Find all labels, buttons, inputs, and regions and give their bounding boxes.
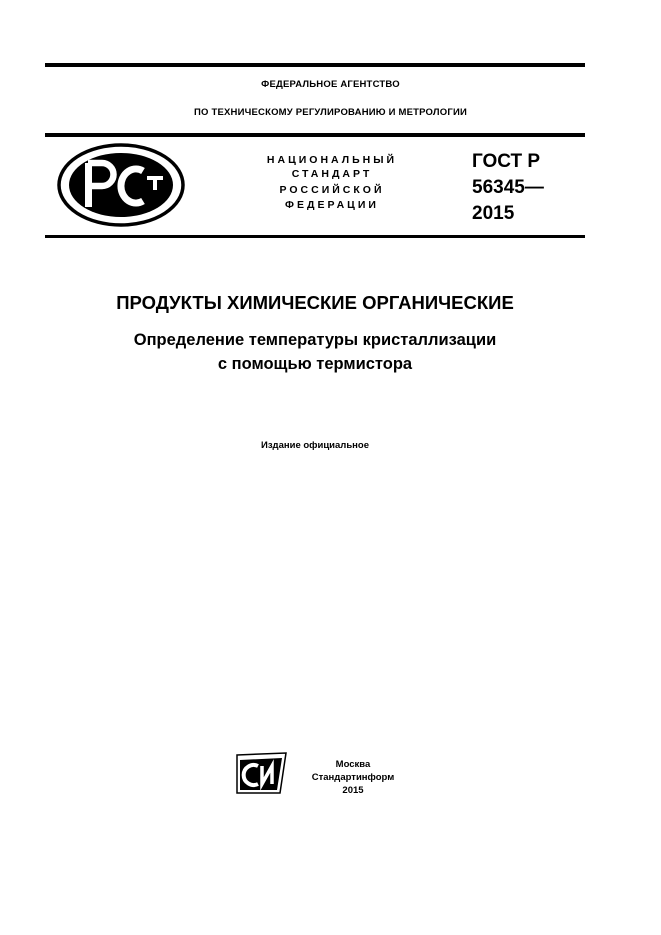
standard-type-line-2: СТАНДАРТ — [291, 168, 373, 180]
document-subtitle-line-2: с помощью термистора — [217, 355, 413, 373]
agency-line-2: ПО ТЕХНИЧЕСКОМУ РЕГУЛИРОВАНИЮ И МЕТРОЛОГИИ — [194, 107, 467, 118]
publisher-year: 2015 — [342, 785, 364, 796]
document-subtitle-line-1: Определение температуры кристаллизации — [133, 331, 497, 349]
standard-type-line-1: НАЦИОНАЛЬНЫЙ — [266, 154, 398, 166]
standartinform-logo-icon — [236, 752, 290, 794]
publisher-name: Стандартинформ — [311, 772, 395, 783]
document-title: ПРОДУКТЫ ХИМИЧЕСКИЕ ОРГАНИЧЕСКИЕ — [116, 292, 514, 313]
standard-type-line-4: ФЕДЕРАЦИИ — [285, 199, 379, 211]
designation-line-2: 56345— — [472, 177, 544, 198]
publisher-logo — [236, 752, 290, 794]
edition-label: Издание официальное — [261, 440, 369, 451]
publisher-city: Москва — [335, 759, 371, 770]
top-rule — [45, 63, 585, 67]
designation-line-3: 2015 — [472, 203, 515, 224]
publisher-block — [298, 758, 408, 797]
header-rule-tail — [180, 135, 585, 137]
rst-logo — [57, 143, 187, 228]
agency-line-1: ФЕДЕРАЛЬНОЕ АГЕНТСТВО — [261, 79, 400, 90]
standard-designation — [472, 149, 592, 227]
rst-certification-mark-icon — [57, 143, 187, 228]
standard-type-line-3: РОССИЙСКОЙ — [279, 184, 385, 196]
designation-line-1: ГОСТ Р — [472, 151, 541, 172]
header-bottom-rule — [45, 235, 585, 238]
